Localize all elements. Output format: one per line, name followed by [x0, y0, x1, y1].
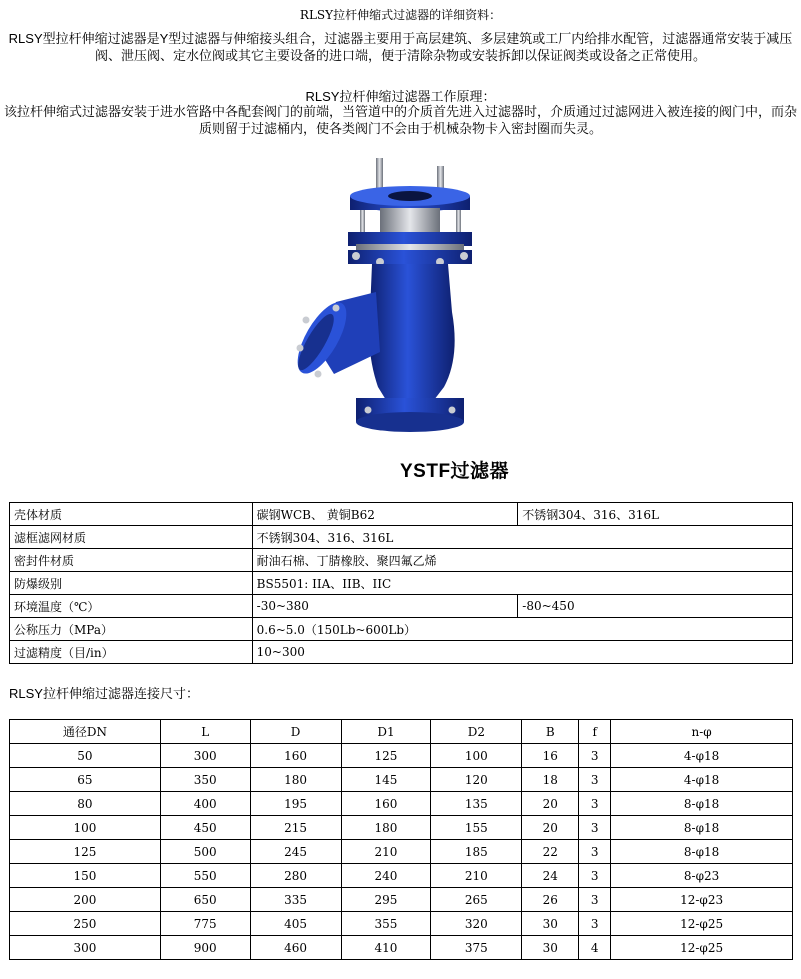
table-cell: 65 — [10, 768, 161, 792]
table-cell: 335 — [250, 888, 341, 912]
table-cell: 355 — [341, 912, 431, 936]
table-cell: 100 — [10, 816, 161, 840]
table-cell: 245 — [250, 840, 341, 864]
table-cell: 12-φ25 — [611, 936, 793, 960]
table-cell: 3 — [579, 888, 611, 912]
table-row — [10, 768, 793, 792]
spec-value: BS5501: IIA、IIB、IIC — [252, 572, 792, 595]
table-cell: 26 — [522, 888, 579, 912]
table-cell: 3 — [579, 912, 611, 936]
spec-value: -80~450 — [518, 595, 793, 618]
table-header-row — [10, 720, 793, 744]
page-title: RLSY拉杆伸缩式过滤器的详细资料： — [299, 8, 502, 22]
table-cell: 215 — [250, 816, 341, 840]
table-cell: 22 — [522, 840, 579, 864]
table-cell: 160 — [341, 792, 431, 816]
table-cell: 20 — [522, 792, 579, 816]
table-cell: 30 — [522, 912, 579, 936]
spec-value: 碳钢WCB、 黄铜B62 — [252, 503, 518, 526]
table-cell: 3 — [579, 816, 611, 840]
table-row — [10, 816, 793, 840]
table-cell: 155 — [431, 816, 522, 840]
table-cell: 3 — [579, 744, 611, 768]
table-cell: 24 — [522, 864, 579, 888]
table-row — [10, 840, 793, 864]
table-cell: 12-φ25 — [611, 912, 793, 936]
table-cell: 135 — [431, 792, 522, 816]
spec-row — [10, 641, 793, 664]
table-cell: 375 — [431, 936, 522, 960]
table-cell: 410 — [341, 936, 431, 960]
table-cell: 16 — [522, 744, 579, 768]
spec-label: 环境温度（℃） — [10, 595, 253, 618]
table-cell: 120 — [431, 768, 522, 792]
table-cell: 30 — [522, 936, 579, 960]
table-cell: 300 — [160, 744, 250, 768]
table-cell: 320 — [431, 912, 522, 936]
image-caption: YSTF过滤器 — [400, 461, 510, 482]
table-cell: 20 — [522, 816, 579, 840]
spec-value: 不锈钢304、316、316L — [518, 503, 793, 526]
table-cell: 400 — [160, 792, 250, 816]
spec-row — [10, 595, 793, 618]
table-cell: 4-φ18 — [611, 768, 793, 792]
table-cell: 145 — [341, 768, 431, 792]
column-header: L — [160, 720, 250, 744]
spec-value: 0.6~5.0（150Lb~600Lb） — [252, 618, 792, 641]
spec-value: -30~380 — [252, 595, 518, 618]
table-cell: 12-φ23 — [611, 888, 793, 912]
column-header: f — [579, 720, 611, 744]
dimensions-table — [9, 719, 793, 960]
product-image — [284, 152, 516, 488]
table-cell: 500 — [160, 840, 250, 864]
table-row — [10, 864, 793, 888]
table-cell: 125 — [341, 744, 431, 768]
table-cell: 450 — [160, 816, 250, 840]
spec-row — [10, 618, 793, 641]
spec-table — [9, 502, 793, 664]
table-cell: 550 — [160, 864, 250, 888]
spec-label: 防爆级别 — [10, 572, 253, 595]
table-cell: 295 — [341, 888, 431, 912]
table-cell: 3 — [579, 792, 611, 816]
table-cell: 100 — [431, 744, 522, 768]
table-cell: 8-φ18 — [611, 816, 793, 840]
table-cell: 250 — [10, 912, 161, 936]
table-cell: 185 — [431, 840, 522, 864]
spec-label: 壳体材质 — [10, 503, 253, 526]
table-cell: 775 — [160, 912, 250, 936]
table-cell: 460 — [250, 936, 341, 960]
table-cell: 3 — [579, 840, 611, 864]
spec-label: 密封件材质 — [10, 549, 253, 572]
table-cell: 180 — [341, 816, 431, 840]
table-cell: 4 — [579, 936, 611, 960]
column-header: D2 — [431, 720, 522, 744]
table-cell: 18 — [522, 768, 579, 792]
table-cell: 80 — [10, 792, 161, 816]
spec-value: 不锈钢304、316、316L — [252, 526, 792, 549]
spec-row — [10, 572, 793, 595]
table-cell: 265 — [431, 888, 522, 912]
principle-heading: RLSY拉杆伸缩过滤器工作原理： — [305, 89, 496, 104]
table-cell: 50 — [10, 744, 161, 768]
table-cell: 650 — [160, 888, 250, 912]
table-cell: 150 — [10, 864, 161, 888]
table-cell: 3 — [579, 768, 611, 792]
table-cell: 350 — [160, 768, 250, 792]
spec-value: 耐油石棉、丁腈橡胶、聚四氟乙烯 — [252, 549, 792, 572]
column-header: 通径DN — [10, 720, 161, 744]
table-cell: 210 — [431, 864, 522, 888]
table-cell: 4-φ18 — [611, 744, 793, 768]
spec-row — [10, 503, 793, 526]
table-cell: 180 — [250, 768, 341, 792]
intro-paragraph: RLSY型拉杆伸缩过滤器是Y型过滤器与伸缩接头组合，过滤器主要用于高层建筑、多层建筑或工厂内给排水配管，过滤器通常安装于减压阀、泄压阀、定水位阀或其它主要设备的进口端，便于清除杂物或安装拆卸以保证阀类或设备之正常使用。 — [8, 31, 793, 63]
table-row — [10, 936, 793, 960]
table-cell: 900 — [160, 936, 250, 960]
table-cell: 280 — [250, 864, 341, 888]
table-cell: 3 — [579, 864, 611, 888]
column-header: n-φ — [611, 720, 793, 744]
column-header: D1 — [341, 720, 431, 744]
table-cell: 8-φ18 — [611, 840, 793, 864]
table-row — [10, 792, 793, 816]
spec-row — [10, 526, 793, 549]
table-row — [10, 912, 793, 936]
table-cell: 125 — [10, 840, 161, 864]
table-row — [10, 888, 793, 912]
table-cell: 405 — [250, 912, 341, 936]
spec-row — [10, 549, 793, 572]
table-cell: 200 — [10, 888, 161, 912]
table-cell: 8-φ18 — [611, 792, 793, 816]
table-cell: 300 — [10, 936, 161, 960]
dimensions-table-body — [10, 744, 793, 960]
spec-label: 过滤精度（目/in） — [10, 641, 253, 664]
table-row — [10, 744, 793, 768]
spec-label: 公称压力（MPa） — [10, 618, 253, 641]
spec-value: 10~300 — [252, 641, 792, 664]
table-cell: 240 — [341, 864, 431, 888]
table-cell: 160 — [250, 744, 341, 768]
column-header: D — [250, 720, 341, 744]
column-header: B — [522, 720, 579, 744]
table-cell: 8-φ23 — [611, 864, 793, 888]
dimensions-heading: RLSY拉杆伸缩过滤器连接尺寸： — [9, 686, 199, 701]
spec-label: 滤框滤网材质 — [10, 526, 253, 549]
table-cell: 210 — [341, 840, 431, 864]
table-cell: 195 — [250, 792, 341, 816]
principle-paragraph: 该拉杆伸缩式过滤器安装于进水管路中各配套阀门的前端，当管道中的介质首先进入过滤器时，介质通过过滤网进入被连接的阀门中，而杂质则留于过滤桶内，使各类阀门不会由于机械杂物卡入密封圈而失灵。 — [4, 104, 798, 136]
